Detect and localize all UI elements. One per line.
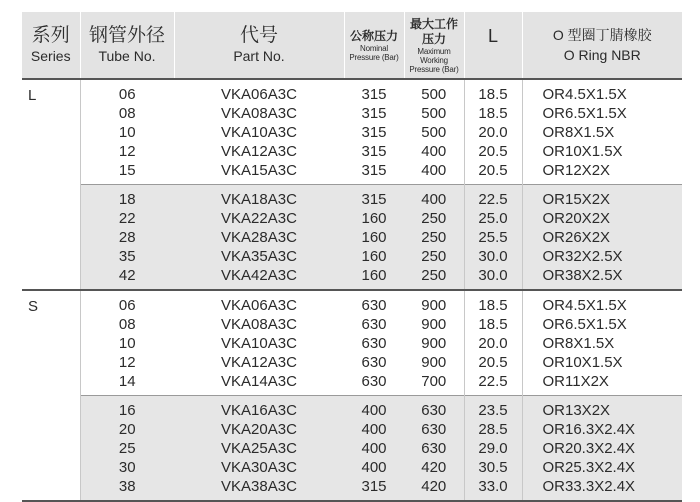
max-cell: 400 [404,185,464,210]
tube-cell: 10 [80,334,174,353]
max-cell: 420 [404,477,464,501]
part-cell: VKA20A3C [174,420,344,439]
header-nominal-en2: Pressure (Bar) [349,52,399,62]
oring-cell: OR10X1.5X [522,142,682,161]
max-cell: 900 [404,290,464,315]
part-cell: VKA35A3C [174,247,344,266]
table-row [22,458,682,477]
tube-cell: 12 [80,353,174,372]
length-cell: 18.5 [464,104,522,123]
header-series [22,12,80,79]
part-cell: VKA18A3C [174,185,344,210]
tube-cell: 06 [80,290,174,315]
oring-cell: OR10X1.5X [522,353,682,372]
part-cell: VKA30A3C [174,458,344,477]
table-row [22,420,682,439]
length-cell: 25.5 [464,228,522,247]
tube-cell: 10 [80,123,174,142]
nominal-cell: 160 [344,209,404,228]
tube-cell: 06 [80,79,174,104]
oring-cell: OR15X2X [522,185,682,210]
nominal-cell: 400 [344,458,404,477]
part-cell: VKA08A3C [174,104,344,123]
table-row [22,104,682,123]
nominal-cell: 160 [344,266,404,290]
nominal-cell: 630 [344,334,404,353]
length-cell: 20.5 [464,142,522,161]
header-oring-en: O Ring NBR [563,47,641,63]
nominal-cell: 630 [344,290,404,315]
length-cell: 30.0 [464,266,522,290]
part-cell: VKA42A3C [174,266,344,290]
oring-cell: OR25.3X2.4X [522,458,682,477]
tube-cell: 30 [80,458,174,477]
oring-cell: OR8X1.5X [522,334,682,353]
length-cell: 30.0 [464,247,522,266]
max-cell: 250 [404,228,464,247]
oring-cell: OR6.5X1.5X [522,315,682,334]
oring-cell: OR32X2.5X [522,247,682,266]
oring-cell: OR6.5X1.5X [522,104,682,123]
table-body [22,79,682,501]
oring-cell: OR11X2X [522,372,682,396]
part-cell: VKA22A3C [174,209,344,228]
tube-cell: 08 [80,315,174,334]
oring-cell: OR33.3X2.4X [522,477,682,501]
oring-cell: OR13X2X [522,396,682,421]
header-max-pressure [404,12,464,79]
max-cell: 250 [404,266,464,290]
tube-cell: 14 [80,372,174,396]
header-nominal-pressure [344,12,404,79]
oring-cell: OR38X2.5X [522,266,682,290]
tube-cell: 22 [80,209,174,228]
header-max-zh: 最大工作压力 [409,16,458,46]
tube-cell: 15 [80,161,174,185]
header-length-label: L [487,25,498,46]
part-cell: VKA15A3C [174,161,344,185]
table-row [22,209,682,228]
length-cell: 20.5 [464,353,522,372]
table-row [22,161,682,185]
table-row [22,477,682,501]
tube-cell: 08 [80,104,174,123]
tube-cell: 35 [80,247,174,266]
length-cell: 20.5 [464,161,522,185]
nominal-cell: 315 [344,123,404,142]
max-cell: 420 [404,458,464,477]
tube-cell: 20 [80,420,174,439]
length-cell: 18.5 [464,290,522,315]
header-tube-en: Tube No. [98,48,156,64]
length-cell: 29.0 [464,439,522,458]
max-cell: 630 [404,420,464,439]
spec-table [22,12,682,502]
header-max-en2: Pressure (Bar) [409,64,459,74]
nominal-cell: 630 [344,353,404,372]
max-cell: 250 [404,247,464,266]
max-cell: 500 [404,79,464,104]
tube-cell: 12 [80,142,174,161]
nominal-cell: 315 [344,142,404,161]
nominal-cell: 315 [344,477,404,501]
length-cell: 18.5 [464,79,522,104]
table-row [22,396,682,421]
nominal-cell: 315 [344,161,404,185]
header-series-en: Series [30,48,71,64]
length-cell: 25.0 [464,209,522,228]
part-cell: VKA38A3C [174,477,344,501]
header-nominal-en1: Nominal [360,43,388,53]
tube-cell: 42 [80,266,174,290]
max-cell: 400 [404,142,464,161]
nominal-cell: 400 [344,420,404,439]
table-row [22,353,682,372]
length-cell: 23.5 [464,396,522,421]
nominal-cell: 315 [344,104,404,123]
max-cell: 700 [404,372,464,396]
max-cell: 900 [404,315,464,334]
max-cell: 400 [404,161,464,185]
header-oring-zh: O 型圈丁腈橡胶 [552,27,652,43]
max-cell: 630 [404,439,464,458]
header-tube [80,12,174,79]
max-cell: 900 [404,353,464,372]
part-cell: VKA12A3C [174,353,344,372]
part-cell: VKA14A3C [174,372,344,396]
nominal-cell: 160 [344,228,404,247]
oring-cell: OR16.3X2.4X [522,420,682,439]
max-cell: 250 [404,209,464,228]
nominal-cell: 630 [344,372,404,396]
part-cell: VKA25A3C [174,439,344,458]
table-row [22,315,682,334]
table-row [22,334,682,353]
header-tube-zh: 钢管外径 [88,25,165,46]
nominal-cell: 630 [344,315,404,334]
oring-cell: OR20X2X [522,209,682,228]
tube-cell: 38 [80,477,174,501]
oring-cell: OR12X2X [522,161,682,185]
part-cell: VKA06A3C [174,290,344,315]
length-cell: 22.5 [464,372,522,396]
nominal-cell: 160 [344,247,404,266]
header-length [464,12,522,79]
max-cell: 630 [404,396,464,421]
header-oring [522,12,682,79]
length-cell: 33.0 [464,477,522,501]
oring-cell: OR20.3X2.4X [522,439,682,458]
table-row [22,185,682,210]
length-cell: 18.5 [464,315,522,334]
nominal-cell: 400 [344,439,404,458]
series-cell: S [22,290,80,501]
table-row [22,123,682,142]
part-cell: VKA08A3C [174,315,344,334]
oring-cell: OR4.5X1.5X [522,79,682,104]
part-cell: VKA10A3C [174,334,344,353]
tube-cell: 28 [80,228,174,247]
part-cell: VKA28A3C [174,228,344,247]
part-cell: VKA16A3C [174,396,344,421]
nominal-cell: 315 [344,185,404,210]
length-cell: 20.0 [464,334,522,353]
table-row [22,439,682,458]
table-row [22,372,682,396]
header-part-zh: 代号 [239,25,278,46]
series-cell: L [22,79,80,290]
part-cell: VKA10A3C [174,123,344,142]
header-part-en: Part No. [233,48,285,64]
table-row [22,247,682,266]
table-row [22,79,682,104]
header-part [174,12,344,79]
tube-cell: 25 [80,439,174,458]
header-max-en1: Maximum Working [417,46,451,65]
header-nominal-zh: 公称压力 [349,28,398,43]
part-cell: VKA12A3C [174,142,344,161]
table-header [22,12,682,79]
table-row [22,142,682,161]
oring-cell: OR8X1.5X [522,123,682,142]
tube-cell: 16 [80,396,174,421]
part-cell: VKA06A3C [174,79,344,104]
nominal-cell: 400 [344,396,404,421]
oring-cell: OR26X2X [522,228,682,247]
length-cell: 28.5 [464,420,522,439]
length-cell: 30.5 [464,458,522,477]
nominal-cell: 315 [344,79,404,104]
max-cell: 500 [404,123,464,142]
oring-cell: OR4.5X1.5X [522,290,682,315]
max-cell: 500 [404,104,464,123]
header-series-zh: 系列 [31,25,70,46]
table-row [22,290,682,315]
tube-cell: 18 [80,185,174,210]
length-cell: 20.0 [464,123,522,142]
max-cell: 900 [404,334,464,353]
table-row [22,228,682,247]
length-cell: 22.5 [464,185,522,210]
table-row [22,266,682,290]
